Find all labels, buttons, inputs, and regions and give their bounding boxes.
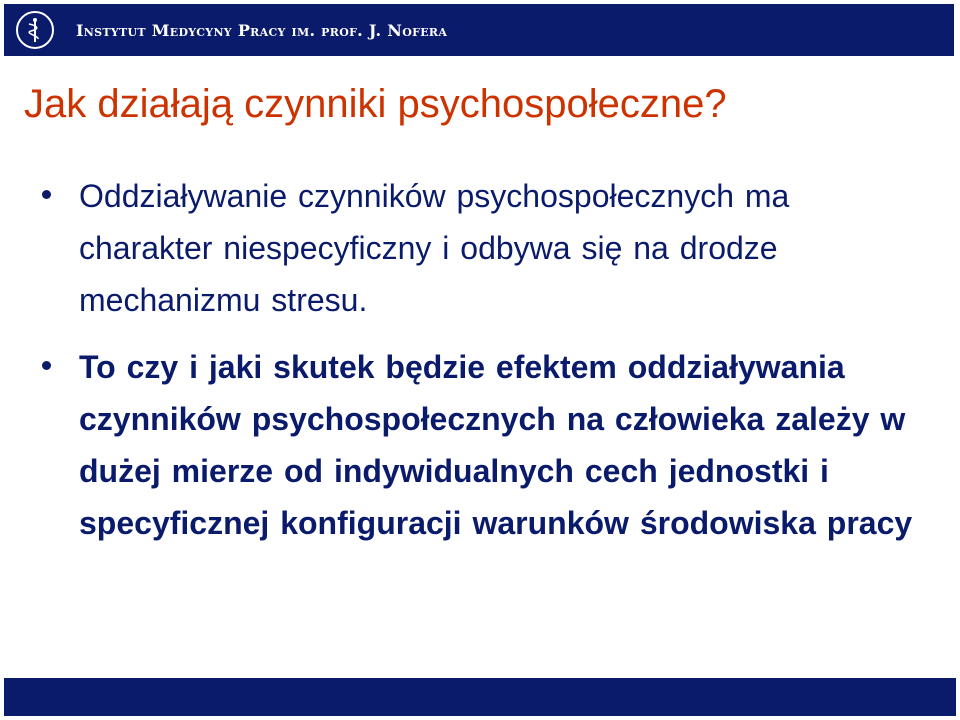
bullet-text: Oddziaływanie czynników psychospołecznych ma charakter niespecyficzny i odbywa się na drodze mechanizmu stresu. [79, 178, 790, 318]
bullet-dot-icon [42, 190, 51, 199]
bullet-text: To czy i jaki skutek będzie efektem oddziaływania czynników psychospołecznych na człowieka zależy w dużej mierze od indywidualnych cech jednostki i specyficznej konfiguracji warunków środowiska pracy [79, 349, 913, 541]
bullet-item [0, 341, 960, 549]
footer-bar [4, 678, 956, 716]
institute-name: Instytut Medycyny Pracy im. prof. J. Nofera [76, 20, 448, 40]
caduceus-emblem-icon [16, 11, 54, 49]
bullet-dot-icon [42, 361, 51, 370]
header-bar [4, 4, 954, 56]
bullet-item [0, 170, 960, 326]
bullet-list [0, 170, 960, 564]
slide-title: Jak działają czynniki psychospołeczne? [24, 82, 727, 126]
